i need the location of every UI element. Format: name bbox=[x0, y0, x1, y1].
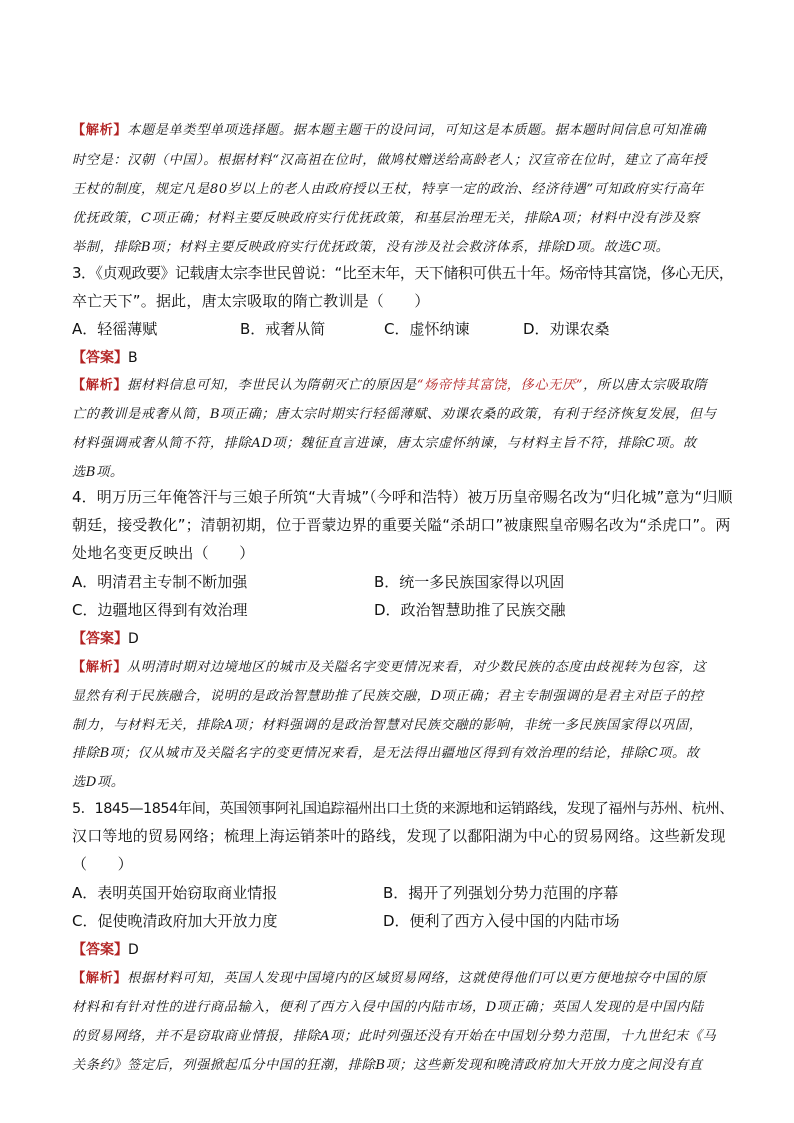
question-3-option-d: D．劝课农桑 bbox=[523, 320, 610, 338]
explanation-text: 从明清时期对边境地区的城市及关隘名字变更情况来看，对少数民族的态度由歧视转为包容，这 bbox=[127, 660, 707, 675]
explanation-line: 优抚政策，C项正确；材料主要反映政府实行优抚政策，和基层治理无关，排除A项；材料中没有涉及察 bbox=[72, 211, 700, 226]
explanation-line: 王杖的制度，规定凡是80岁以上的老人由政府授以王杖，特享一定的政治、经济待遇”可知政府实行高年 bbox=[72, 182, 704, 197]
explanation-tag: 【解析】 bbox=[72, 123, 128, 138]
question-5-stem: （ ） bbox=[72, 855, 133, 873]
explanation-line: 亡的教训是戒奢从简，B项正确；唐太宗时期实行轻徭薄赋、劝课农桑的政策，有利于经济恢复发展，但与 bbox=[72, 407, 717, 422]
explanation-line: 选B项。 bbox=[72, 465, 124, 480]
explanation-line: 举制，排除B项；材料主要反映政府实行优抚政策，没有涉及社会救济体系，排除D项。故选C项。 bbox=[72, 240, 670, 255]
explanation-text: ，所以唐太宗吸取隋 bbox=[583, 378, 708, 393]
question-4-option-d: D．政治智慧助推了民族交融 bbox=[374, 601, 566, 619]
explanation-tag: 【解析】 bbox=[72, 378, 128, 393]
question-4-stem: 4．明万历三年俺答汗与三娘子所筑“大青城”（今呼和浩特）被万历皇帝赐名改为“归化城”意为“归顺 bbox=[72, 488, 733, 506]
explanation-text: 据材料信息可知，李世民认为隋朝灭亡的原因是 bbox=[127, 378, 417, 393]
question-3-option-a: A．轻徭薄赋 bbox=[72, 320, 158, 338]
explanation-line: 制力，与材料无关，排除A项；材料强调的是政治智慧对民族交融的影响，非统一多民族国家得以巩固， bbox=[72, 718, 703, 733]
question-3-option-b: B．戒奢从简 bbox=[240, 320, 326, 338]
explanation-line: 选D项。 bbox=[72, 775, 125, 790]
question-5-stem: 5．1845—1854年间，英国领事阿礼国追踪福州出口土货的来源地和运销路线，发现了福州与苏州、杭州、 bbox=[72, 801, 734, 817]
explanation-line: 排除B项；仅从城市及关隘名字的变更情况来看，是无法得出疆地区得到有效治理的结论，排除C项。故 bbox=[72, 746, 700, 761]
explanation-line: 关条约》签定后，列强掀起瓜分中国的狂潮，排除B项；这些新发现和晚清政府加大开放力度之间没有直 bbox=[72, 1058, 703, 1073]
explanation-text: 根据材料可知，英国人发现中国境内的区域贸易网络，这就使得他们可以更方便地掠夺中国的原 bbox=[127, 971, 707, 986]
question-3-stem: 3．《贞观政要》记载唐太宗李世民曾说：“比至末年，天下储积可供五十年。炀帝恃其富饶，侈心无厌， bbox=[72, 264, 734, 282]
answer-value: B bbox=[128, 350, 138, 366]
question-5-answer bbox=[72, 939, 139, 959]
question-4-option-a: A．明清君主专制不断加强 bbox=[72, 573, 248, 591]
explanation-line bbox=[72, 119, 706, 138]
question-5-stem: 汉口等地的贸易网络；梳理上海运销茶叶的路线，发现了以鄱阳湖为中心的贸易网络。这些新发现 bbox=[72, 827, 726, 845]
question-5-option-d: D．便利了西方入侵中国的内陆市场 bbox=[383, 912, 620, 930]
highlighted-quote: “炀帝恃其富饶，侈心无厌” bbox=[416, 378, 584, 393]
explanation-line bbox=[72, 374, 707, 393]
question-4-option-b: B．统一多民族国家得以巩固 bbox=[374, 573, 565, 591]
explanation-line: 材料强调戒奢从简不符，排除AD项；魏征直言进谏，唐太宗虚怀纳谏，与材料主旨不符，排除C项。故 bbox=[72, 436, 697, 451]
explanation-line: 材料和有针对性的进行商品输入，便利了西方入侵中国的内陆市场，D项正确；英国人发现的是中国内陆 bbox=[72, 1000, 704, 1015]
answer-tag: 【答案】 bbox=[72, 631, 128, 647]
explanation-line: 的贸易网络，并不是窃取商业情报，排除A项；此时列强还没有开始在中国划分势力范围，十九世纪末《马 bbox=[72, 1029, 717, 1044]
answer-value: D bbox=[128, 631, 139, 647]
question-4-stem: 朝廷，接受教化”；清朝初期，位于晋蒙边界的重要关隘“杀胡口”被康熙皇帝赐名改为“杀虎口”。两 bbox=[72, 516, 731, 534]
explanation-tag: 【解析】 bbox=[72, 660, 128, 675]
answer-tag: 【答案】 bbox=[72, 942, 128, 958]
question-3-stem: 卒亡天下”。据此，唐太宗吸取的隋亡教训是（ ） bbox=[72, 292, 430, 310]
question-5-option-a: A．表明英国开始窃取商业情报 bbox=[72, 884, 278, 902]
explanation-text: 本题是单类型单项选择题。据本题主题干的设问词，可知这是本质题。据本题时间信息可知准确 bbox=[127, 123, 707, 138]
answer-tag: 【答案】 bbox=[72, 350, 128, 366]
explanation-tag: 【解析】 bbox=[72, 971, 128, 986]
explanation-line: 显然有利于民族融合，说明的是政治智慧助推了民族交融，D项正确；君主专制强调的是君主对臣子的控 bbox=[72, 689, 704, 704]
question-3-option-c: C．虚怀纳谏 bbox=[384, 320, 470, 338]
explanation-line: 时空是：汉朝（中国）。根据材料“汉高祖在位时，做鸠杖赠送给高龄老人；汉宣帝在位时，建立了高年授 bbox=[72, 153, 707, 168]
question-4-option-c: C．边疆地区得到有效治理 bbox=[72, 601, 248, 619]
question-4-stem: 处地名变更反映出（ ） bbox=[72, 544, 255, 562]
answer-value: D bbox=[128, 942, 139, 958]
explanation-line bbox=[72, 967, 706, 986]
question-5-option-c: C．促使晚清政府加大开放力度 bbox=[72, 912, 278, 930]
explanation-line bbox=[72, 656, 706, 675]
question-4-answer bbox=[72, 628, 139, 648]
question-3-answer bbox=[72, 347, 138, 367]
question-5-option-b: B．揭开了列强划分势力范围的序幕 bbox=[383, 884, 619, 902]
